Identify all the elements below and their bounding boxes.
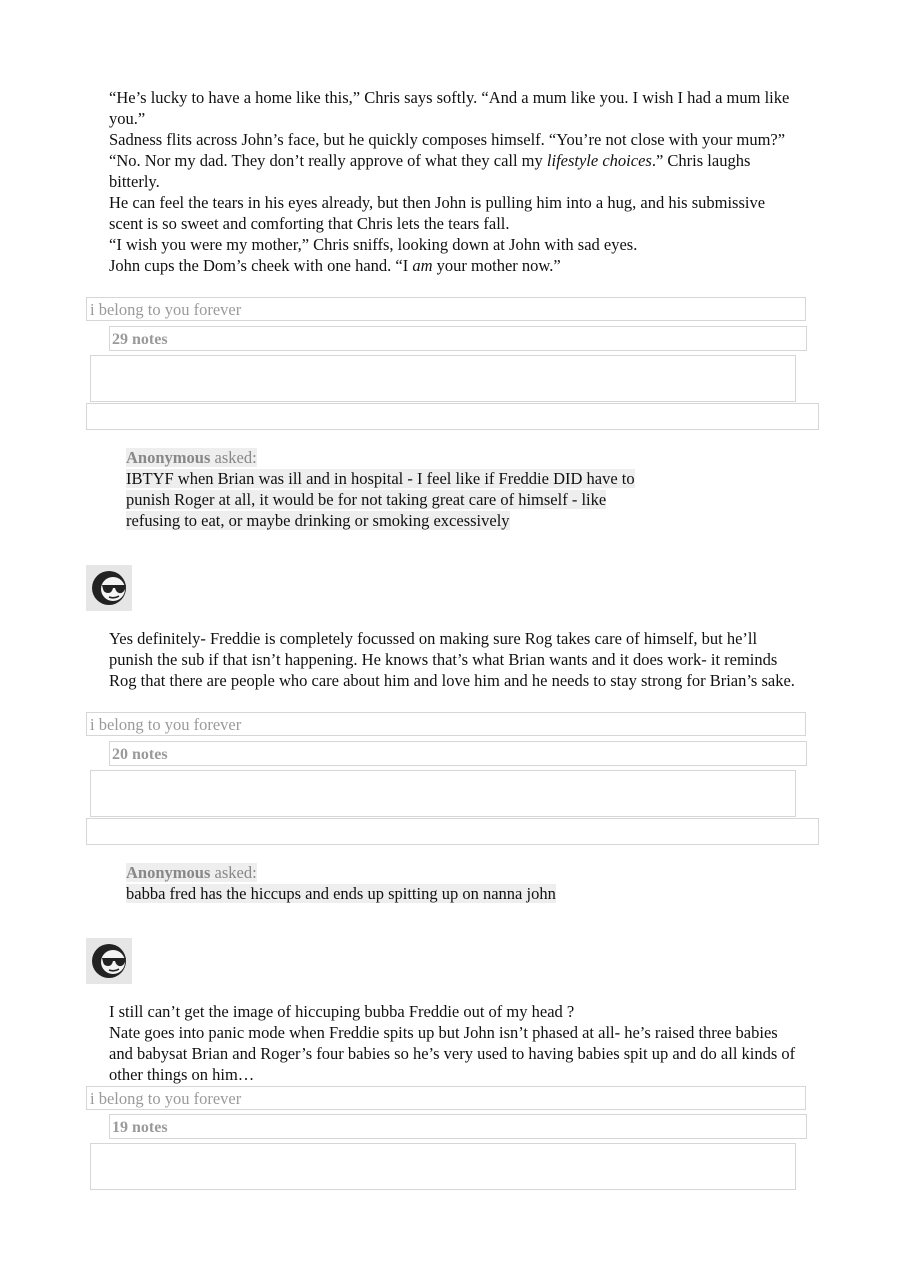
ask-2-answer [109, 1001, 799, 1085]
paragraph: “No. Nor my dad. They don’t really approve of what they call my lifestyle choices.” Chris laughs bitterly. [109, 151, 751, 191]
post-1-body [109, 87, 799, 276]
post-tag[interactable]: i belong to you forever [86, 1086, 806, 1110]
post-tag[interactable]: i belong to you forever [86, 712, 806, 736]
italic-text: lifestyle choices [546, 151, 652, 170]
paragraph: “I wish you were my mother,” Chris sniffs, looking down at John with sad eyes. [109, 235, 638, 254]
paragraph: Sadness flits across John’s face, but he quickly composes himself. “You’re not close with your mum?” [109, 130, 786, 149]
question [126, 468, 766, 531]
paragraph: “He’s lucky to have a home like this,” Chris says softly. “And a mum like you. I wish I had a mum like you.” [109, 88, 790, 128]
ask-1-answer [109, 628, 799, 691]
question-line: refusing to eat, or maybe drinking or smoking excessively [126, 511, 510, 530]
sunglasses-avatar-icon [86, 565, 132, 611]
notes-count[interactable]: 29 notes [109, 326, 807, 351]
question-line: IBTYF when Brian was ill and in hospital - I feel like if Freddie DID have to [126, 469, 635, 488]
question-line: punish Roger at all, it would be for not taking great care of himself - like [126, 490, 607, 509]
asker-name[interactable]: Anonymous [126, 863, 211, 882]
italic-text: am [412, 256, 433, 275]
notes-count[interactable]: 19 notes [109, 1114, 807, 1139]
post-separator [86, 818, 819, 845]
avatar[interactable] [86, 938, 132, 984]
asker-line: Anonymous asked: [126, 448, 257, 467]
question [126, 883, 766, 904]
asker-line: Anonymous asked: [126, 863, 257, 882]
asker-name[interactable]: Anonymous [126, 448, 211, 467]
paragraph: Yes definitely- Freddie is completely focussed on making sure Rog takes care of himself, but he’ll punish the sub if that isn’t happening. He knows that’s what Brian wants and it does work- it reminds Rog that there are people who care about him and love him and he needs to stay strong for Brian’s sake. [109, 629, 795, 690]
paragraph: He can feel the tears in his eyes already, but then John is pulling him into a hug, and his submissive scent is so sweet and comforting that Chris lets the tears fall. [109, 193, 766, 233]
notes-panel [90, 1143, 796, 1190]
ask-2 [126, 862, 766, 904]
question-line: babba fred has the hiccups and ends up spitting up on nanna john [126, 884, 556, 903]
avatar[interactable] [86, 565, 132, 611]
paragraph: John cups the Dom’s cheek with one hand. “I am your mother now.” [109, 256, 561, 275]
notes-panel [90, 355, 796, 402]
paragraph: Nate goes into panic mode when Freddie spits up but John isn’t phased at all- he’s raised three babies and babysat Brian and Roger’s four babies so he’s very used to having babies spit up and do all kinds of other things on him… [109, 1023, 796, 1084]
ask-1 [126, 447, 766, 531]
sunglasses-avatar-icon [86, 938, 132, 984]
post-tag[interactable]: i belong to you forever [86, 297, 806, 321]
paragraph: I still can’t get the image of hiccuping bubba Freddie out of my head ? [109, 1002, 575, 1021]
post-separator [86, 403, 819, 430]
notes-panel [90, 770, 796, 817]
notes-count[interactable]: 20 notes [109, 741, 807, 766]
